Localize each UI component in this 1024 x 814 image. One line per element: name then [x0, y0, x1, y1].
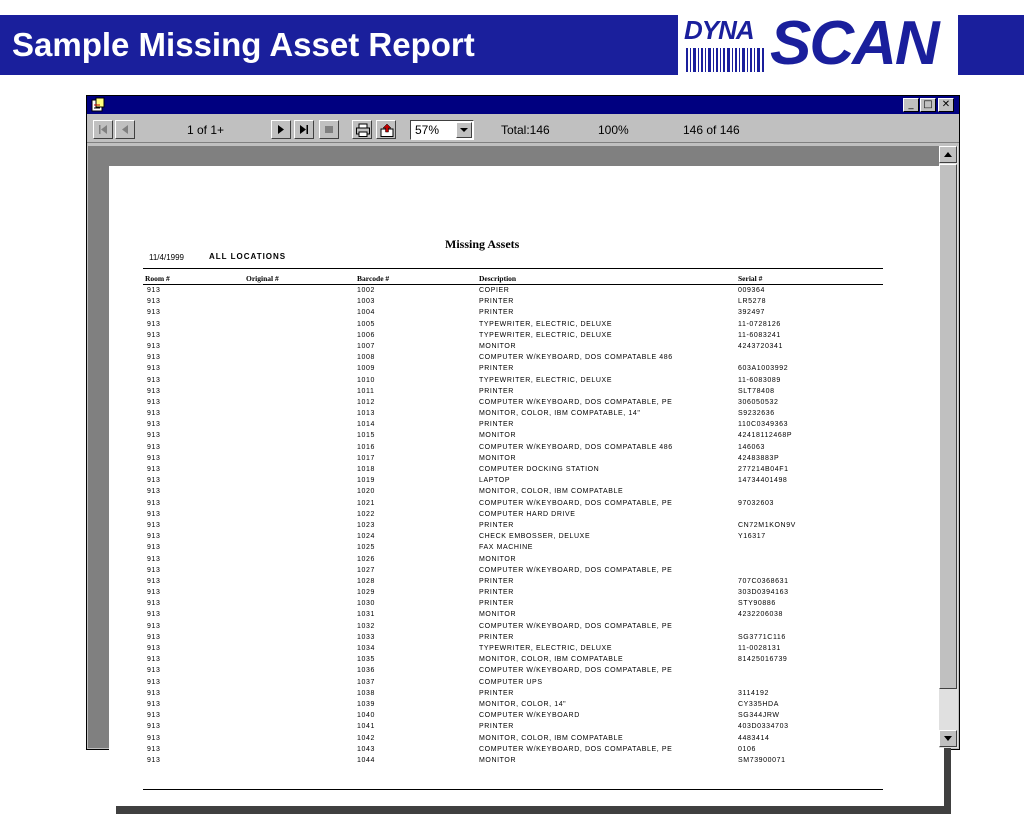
serial-cell: 603A1003992 — [738, 365, 789, 373]
room-cell: 913 — [147, 689, 161, 697]
table-row — [109, 453, 944, 464]
barcode-cell: 1019 — [357, 477, 375, 485]
total-label: Total:146 — [501, 123, 550, 137]
barcode-cell: 1007 — [357, 342, 375, 350]
serial-cell: 11-0728126 — [738, 320, 781, 328]
barcode-cell: 1037 — [357, 678, 375, 686]
table-row — [109, 330, 944, 341]
room-cell: 913 — [147, 734, 161, 742]
description-cell: COMPUTER W/KEYBOARD, DOS COMPATABLE, PE — [479, 566, 673, 574]
table-row — [109, 576, 944, 587]
room-cell: 913 — [147, 589, 161, 597]
logo-scan-text: SCAN — [770, 9, 938, 78]
barcode-cell: 1035 — [357, 656, 375, 664]
window-titlebar[interactable] — [87, 96, 959, 114]
last-page-button[interactable] — [294, 120, 314, 139]
print-icon — [356, 124, 370, 137]
barcode-cell: 1016 — [357, 443, 375, 451]
serial-cell: SLT78408 — [738, 387, 775, 395]
room-cell: 913 — [147, 477, 161, 485]
room-cell: 913 — [147, 365, 161, 373]
description-cell: COMPUTER DOCKING STATION — [479, 466, 600, 473]
barcode-cell: 1015 — [357, 432, 375, 440]
logo-dyna-text: DYNA — [684, 15, 754, 45]
barcode-cell: 1010 — [357, 376, 375, 384]
serial-cell: S9232636 — [738, 410, 775, 418]
serial-cell: 11-6083089 — [738, 376, 781, 384]
barcode-cell: 1027 — [357, 566, 375, 574]
serial-cell: 009364 — [738, 287, 765, 294]
description-cell: COMPUTER W/KEYBOARD, DOS COMPATABLE 486 — [479, 354, 673, 362]
serial-cell: SM73900071 — [738, 756, 786, 764]
page-indicator: 1 of 1+ — [187, 123, 225, 137]
room-cell: 913 — [147, 320, 161, 328]
barcode-cell: 1020 — [357, 488, 375, 496]
table-row — [109, 632, 944, 643]
table-row — [109, 565, 944, 576]
barcode-cell: 1038 — [357, 689, 375, 697]
next-page-icon — [275, 124, 287, 135]
vertical-scrollbar[interactable] — [939, 146, 958, 748]
header-rule — [143, 268, 883, 269]
barcode-cell: 1025 — [357, 544, 375, 552]
barcode-cell: 1023 — [357, 521, 375, 529]
barcode-cell: 1011 — [357, 387, 375, 395]
serial-cell: 707C0368631 — [738, 577, 789, 585]
room-cell: 913 — [147, 611, 161, 619]
room-cell: 913 — [147, 566, 161, 574]
table-row — [109, 721, 944, 732]
serial-cell: SG344JRW — [738, 712, 780, 720]
serial-cell: SG3771C116 — [738, 633, 786, 641]
room-cell: 913 — [147, 398, 161, 406]
description-cell: PRINTER — [479, 421, 514, 429]
header-accent-block — [958, 15, 1024, 75]
dynascan-logo — [684, 9, 958, 78]
barcode-cell: 1022 — [357, 510, 375, 518]
room-cell: 913 — [147, 577, 161, 585]
barcode-icon — [686, 48, 766, 72]
table-row — [109, 285, 944, 296]
table-row — [109, 621, 944, 632]
serial-cell: 42483883P — [738, 454, 780, 462]
room-cell: 913 — [147, 421, 161, 429]
description-cell: MONITOR — [479, 342, 517, 350]
barcode-cell: 1024 — [357, 533, 375, 541]
report-viewer-icon[interactable] — [90, 97, 106, 113]
description-cell: COMPUTER W/KEYBOARD, DOS COMPATABLE, PE — [479, 745, 673, 753]
serial-cell: CN72M1KON9V — [738, 521, 796, 529]
barcode-cell: 1018 — [357, 466, 375, 473]
record-count: 146 of 146 — [683, 123, 740, 137]
serial-cell: 403D0334703 — [738, 723, 789, 731]
export-icon — [380, 124, 394, 137]
serial-cell: 4232206038 — [738, 611, 783, 619]
column-header-room: Room # — [145, 274, 170, 283]
table-row — [109, 341, 944, 352]
room-cell: 913 — [147, 544, 161, 552]
title-banner — [0, 15, 678, 75]
report-rows — [109, 285, 944, 766]
column-header-barcode: Barcode # — [357, 274, 390, 283]
table-row — [109, 688, 944, 699]
serial-cell: 81425016739 — [738, 656, 788, 664]
serial-cell: 14734401498 — [738, 477, 788, 485]
description-cell: PRINTER — [479, 298, 514, 306]
room-cell: 913 — [147, 678, 161, 686]
room-cell: 913 — [147, 700, 161, 708]
serial-cell: 11-0028131 — [738, 645, 781, 652]
table-row — [109, 542, 944, 553]
serial-cell: 392497 — [738, 309, 765, 317]
room-cell: 913 — [147, 309, 161, 317]
room-cell: 913 — [147, 488, 161, 496]
serial-cell: 42418112468P — [738, 432, 793, 440]
description-cell: PRINTER — [479, 689, 514, 697]
room-cell: 913 — [147, 443, 161, 451]
barcode-cell: 1006 — [357, 331, 375, 339]
room-cell: 913 — [147, 342, 161, 350]
description-cell: MONITOR, COLOR, 14" — [479, 700, 567, 708]
barcode-cell: 1036 — [357, 667, 375, 675]
close-button[interactable]: ✕ — [938, 98, 954, 112]
table-row — [109, 744, 944, 755]
serial-cell: LR5278 — [738, 298, 767, 306]
table-row — [109, 733, 944, 744]
report-date: 11/4/1999 — [149, 253, 184, 262]
table-row — [109, 699, 944, 710]
room-cell: 913 — [147, 645, 161, 652]
room-cell: 913 — [147, 466, 161, 473]
description-cell: PRINTER — [479, 633, 514, 641]
barcode-cell: 1008 — [357, 354, 375, 362]
table-row — [109, 677, 944, 688]
room-cell: 913 — [147, 656, 161, 664]
room-cell: 913 — [147, 387, 161, 395]
table-row — [109, 554, 944, 565]
room-cell: 913 — [147, 298, 161, 306]
barcode-cell: 1012 — [357, 398, 375, 406]
serial-cell: 4483414 — [738, 734, 770, 742]
table-row — [109, 352, 944, 363]
prev-page-button[interactable] — [115, 120, 135, 139]
toolbar — [87, 115, 959, 143]
description-cell: COPIER — [479, 287, 510, 294]
description-cell: MONITOR — [479, 756, 517, 764]
barcode-cell: 1004 — [357, 309, 375, 317]
description-cell: MONITOR — [479, 611, 517, 619]
barcode-cell: 1002 — [357, 287, 375, 294]
report-preview-area[interactable] — [88, 146, 939, 764]
table-row — [109, 296, 944, 307]
description-cell: TYPEWRITER, ELECTRIC, DELUXE — [479, 320, 613, 328]
room-cell: 913 — [147, 521, 161, 529]
barcode-cell: 1017 — [357, 454, 375, 462]
room-cell: 913 — [147, 723, 161, 731]
description-cell: MONITOR — [479, 432, 517, 440]
description-cell: FAX MACHINE — [479, 544, 534, 552]
serial-cell: 303D0394163 — [738, 589, 789, 597]
description-cell: COMPUTER W/KEYBOARD — [479, 712, 580, 720]
table-row — [109, 419, 944, 430]
percent-label: 100% — [598, 123, 629, 137]
table-row — [109, 710, 944, 721]
column-header-description: Description — [479, 274, 517, 283]
room-cell: 913 — [147, 454, 161, 462]
serial-cell: 97032603 — [738, 499, 774, 507]
scroll-up-button[interactable] — [939, 146, 957, 163]
slide-header — [0, 0, 1024, 76]
description-cell: PRINTER — [479, 365, 514, 373]
serial-cell: 306050532 — [738, 398, 779, 406]
print-button[interactable] — [352, 120, 372, 139]
table-row — [109, 430, 944, 441]
arrow-down-icon — [940, 731, 956, 746]
table-row — [109, 587, 944, 598]
description-cell: MONITOR, COLOR, IBM COMPATABLE, 14" — [479, 410, 641, 418]
description-cell: PRINTER — [479, 589, 514, 597]
room-cell: 913 — [147, 533, 161, 541]
scroll-thumb[interactable] — [939, 164, 957, 689]
table-row — [109, 319, 944, 330]
room-cell: 913 — [147, 499, 161, 507]
room-cell: 913 — [147, 600, 161, 608]
description-cell: COMPUTER W/KEYBOARD, DOS COMPATABLE, PE — [479, 398, 673, 406]
room-cell: 913 — [147, 622, 161, 630]
room-cell: 913 — [147, 432, 161, 440]
barcode-cell: 1009 — [357, 365, 375, 373]
report-viewer-window — [86, 95, 960, 764]
prev-page-icon — [119, 124, 131, 135]
description-cell: PRINTER — [479, 521, 514, 529]
barcode-cell: 1014 — [357, 421, 375, 429]
table-row — [109, 397, 944, 408]
scroll-down-button[interactable] — [939, 730, 957, 747]
table-row — [109, 486, 944, 497]
table-row — [109, 598, 944, 609]
barcode-cell: 1043 — [357, 745, 375, 753]
description-cell: PRINTER — [479, 600, 514, 608]
barcode-cell: 1031 — [357, 611, 375, 619]
room-cell: 913 — [147, 331, 161, 339]
table-row — [109, 375, 944, 386]
description-cell: MONITOR, COLOR, IBM COMPATABLE — [479, 488, 624, 496]
room-cell: 913 — [147, 287, 161, 294]
serial-cell: 110C0349363 — [738, 421, 789, 429]
column-header-original: Original # — [246, 274, 279, 283]
barcode-cell: 1013 — [357, 410, 375, 418]
room-cell: 913 — [147, 510, 161, 518]
barcode-cell: 1030 — [357, 600, 375, 608]
table-row — [109, 755, 944, 766]
description-cell: LAPTOP — [479, 477, 511, 485]
serial-cell: 277214B04F1 — [738, 466, 789, 473]
column-header-serial: Serial # — [738, 274, 763, 283]
room-cell: 913 — [147, 745, 161, 753]
barcode-cell: 1026 — [357, 555, 375, 563]
description-cell: CHECK EMBOSSER, DELUXE — [479, 533, 591, 541]
minimize-button[interactable]: _ — [903, 98, 919, 112]
table-row — [109, 643, 944, 654]
last-page-icon — [298, 124, 310, 135]
barcode-cell: 1039 — [357, 700, 375, 708]
export-button[interactable] — [376, 120, 396, 139]
description-cell: PRINTER — [479, 387, 514, 395]
stop-button[interactable] — [319, 120, 339, 139]
description-cell: MONITOR — [479, 454, 517, 462]
barcode-cell: 1005 — [357, 320, 375, 328]
room-cell: 913 — [147, 756, 161, 764]
description-cell: PRINTER — [479, 309, 514, 317]
table-row — [109, 464, 944, 475]
zoom-select[interactable] — [410, 120, 474, 140]
barcode-cell: 1028 — [357, 577, 375, 585]
serial-cell: 11-6083241 — [738, 331, 781, 339]
first-page-icon — [97, 124, 109, 135]
zoom-value: 57% — [415, 123, 440, 137]
arrow-up-icon — [940, 147, 956, 162]
description-cell: MONITOR, COLOR, IBM COMPATABLE — [479, 656, 624, 664]
serial-cell: STY90886 — [738, 600, 776, 608]
description-cell: PRINTER — [479, 577, 514, 585]
serial-cell: 4243720341 — [738, 342, 783, 350]
description-cell: COMPUTER W/KEYBOARD, DOS COMPATABLE, PE — [479, 622, 673, 630]
table-row — [109, 665, 944, 676]
table-row — [109, 520, 944, 531]
maximize-button[interactable]: □ — [920, 98, 936, 112]
description-cell: COMPUTER W/KEYBOARD, DOS COMPATABLE, PE — [479, 667, 673, 675]
barcode-cell: 1044 — [357, 756, 375, 764]
serial-cell: 146063 — [738, 443, 765, 451]
description-cell: TYPEWRITER, ELECTRIC, DELUXE — [479, 331, 613, 339]
table-row — [109, 386, 944, 397]
room-cell: 913 — [147, 555, 161, 563]
table-row — [109, 307, 944, 318]
room-cell: 913 — [147, 712, 161, 720]
first-page-button[interactable] — [93, 120, 113, 139]
table-row — [109, 408, 944, 419]
description-cell: COMPUTER W/KEYBOARD, DOS COMPATABLE, PE — [479, 499, 673, 507]
report-title: Missing Assets — [445, 237, 520, 251]
table-row — [109, 531, 944, 542]
description-cell: MONITOR — [479, 555, 517, 563]
barcode-cell: 1034 — [357, 645, 375, 652]
table-row — [109, 654, 944, 665]
description-cell: MONITOR, COLOR, IBM COMPATABLE — [479, 734, 624, 742]
room-cell: 913 — [147, 667, 161, 675]
next-page-button[interactable] — [271, 120, 291, 139]
room-cell: 913 — [147, 410, 161, 418]
description-cell: COMPUTER W/KEYBOARD, DOS COMPATABLE 486 — [479, 443, 673, 451]
serial-cell: 0106 — [738, 745, 756, 753]
serial-cell: 3114192 — [738, 689, 769, 697]
barcode-cell: 1033 — [357, 633, 375, 641]
room-cell: 913 — [147, 376, 161, 384]
slide-title: Sample Missing Asset Report — [12, 26, 475, 63]
table-row — [109, 509, 944, 520]
barcode-cell: 1040 — [357, 712, 375, 720]
description-cell: TYPEWRITER, ELECTRIC, DELUXE — [479, 645, 613, 652]
barcode-cell: 1032 — [357, 622, 375, 630]
barcode-cell: 1021 — [357, 499, 375, 507]
report-location: ALL LOCATIONS — [209, 252, 287, 261]
table-row — [109, 498, 944, 509]
barcode-cell: 1041 — [357, 723, 375, 731]
description-cell: COMPUTER UPS — [479, 678, 543, 686]
stop-icon — [323, 124, 335, 135]
description-cell: TYPEWRITER, ELECTRIC, DELUXE — [479, 376, 613, 384]
room-cell: 913 — [147, 633, 161, 641]
serial-cell: Y16317 — [738, 533, 766, 541]
table-row — [109, 442, 944, 453]
table-row — [109, 475, 944, 486]
dropdown-arrow-button[interactable] — [456, 122, 472, 138]
table-row — [109, 609, 944, 620]
footer-rule — [143, 789, 883, 790]
barcode-cell: 1003 — [357, 298, 375, 306]
table-row — [109, 363, 944, 374]
report-page — [109, 166, 944, 806]
barcode-cell: 1029 — [357, 589, 375, 597]
serial-cell: CY335HDA — [738, 700, 779, 708]
barcode-cell: 1042 — [357, 734, 375, 742]
chevron-down-icon — [457, 123, 471, 137]
description-cell: PRINTER — [479, 723, 514, 731]
description-cell: COMPUTER HARD DRIVE — [479, 510, 576, 518]
room-cell: 913 — [147, 354, 161, 362]
